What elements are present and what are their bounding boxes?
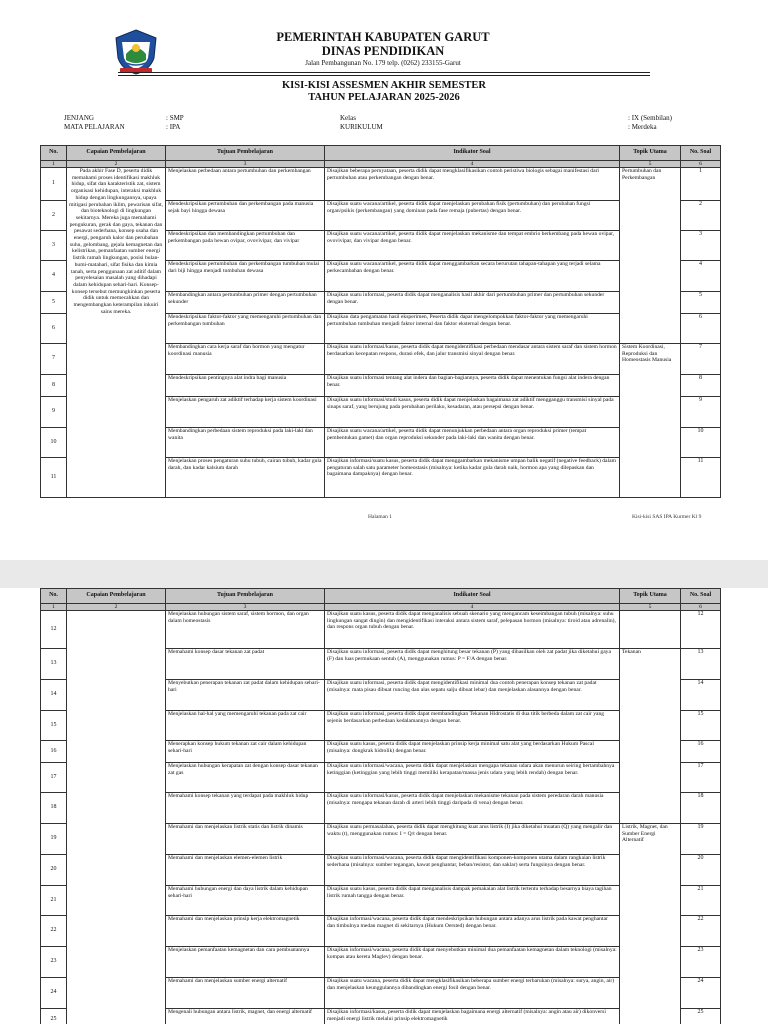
page-separator [0, 560, 768, 588]
nomor-soal: 2 [681, 201, 721, 231]
nomor-soal: 14 [681, 680, 721, 711]
column-number: 5 [620, 161, 681, 168]
indikator-soal: Disajikan informasi/wacana, peserta didik dapat menyebutkan minimal dua pemanfaatan kemagnetan dalam teknologi (misalnya: kompas atau kereta Maglev) dengan benar. [325, 947, 620, 978]
row-number: 12 [41, 611, 67, 649]
academic-year: TAHUN PELAJARAN 2025-2026 [308, 92, 460, 103]
col-topik-header: Topik Utama [620, 146, 681, 161]
nomor-soal: 1 [681, 168, 721, 201]
row-number: 16 [41, 741, 67, 763]
tujuan-pembelajaran: Memahami hubungan energi dan daya listrik dalam kehidupan sehari-hari [166, 886, 325, 916]
nomor-soal: 8 [681, 375, 721, 397]
tujuan-pembelajaran: Menjelaskan hal-hal yang memengaruhi tekanan pada zat cair [166, 711, 325, 741]
tujuan-pembelajaran: Menjelaskan pemanfaatan kemagnetan dan cara pembuatannya [166, 947, 325, 978]
tujuan-pembelajaran: Menjelaskan perbedaan antara pertumbuhan dan perkembangan [166, 168, 325, 201]
row-number: 8 [41, 375, 67, 397]
row-number: 21 [41, 886, 67, 916]
tujuan-pembelajaran: Menjelaskan hubungan kerapatan zat dengan konsep dasar tekanan zat gas [166, 763, 325, 793]
topik-utama: Pertumbuhan dan Perkembangan [620, 168, 681, 344]
jenjang-value: : SMP [166, 114, 184, 122]
nomor-soal: 22 [681, 916, 721, 947]
row-number: 6 [41, 314, 67, 344]
office-address: Jalan Pembangunan No. 179 telp. (0262) 233155-Garut [305, 59, 461, 67]
tujuan-pembelajaran: Memahami dan menjelaskan listrik statis dan listrik dinamis [166, 824, 325, 855]
indikator-soal: Disajikan suatu kasus, peserta didik dapat menjelaskan prinsip kerja minimal satu alat yang berdasarkan Hukum Pascal (misalnya: dongkrak hidrolik) dengan benar. [325, 741, 620, 763]
tujuan-pembelajaran: Menjelaskan pengaruh zat adiktif terhadap kerja sistem koordinasi [166, 397, 325, 428]
department-name: DINAS PENDIDIKAN [321, 44, 445, 58]
nomor-soal: 9 [681, 397, 721, 428]
letterhead-rule-thin [118, 75, 650, 76]
column-number: 6 [681, 604, 721, 611]
tujuan-pembelajaran: Menjelaskan hubungan sistem saraf, sistem hormon, dan organ dalam homeostasis [166, 611, 325, 649]
nomor-soal: 13 [681, 649, 721, 680]
col-indikator-header: Indikator Soal [325, 589, 620, 604]
row-number: 23 [41, 947, 67, 978]
column-number-row [41, 604, 721, 611]
indikator-soal: Disajikan suatu kasus, peserta didik dapat menganalisis dampak pemakaian alat listrik tertentu terhadap besarnya biaya tagihan listrik rumah tangga dengan benar. [325, 886, 620, 916]
nomor-soal: 5 [681, 292, 721, 314]
garut-regency-logo [112, 28, 160, 76]
indikator-soal: Disajikan suatu informasi, peserta didik dapat membandingkan Tekanan Hidrostatis di dua titik berbeda dalam zat cair yang sejenis berdasarkan perbedaan kedalamannya dengan benar. [325, 711, 620, 741]
document-page-2 [0, 588, 768, 1024]
column-number-row [41, 161, 721, 168]
tujuan-pembelajaran: Mendeskripsikan faktor-faktor yang memengaruhi pertumbuhan dan perkembangan tumbuhan [166, 314, 325, 344]
row-number: 18 [41, 793, 67, 824]
tujuan-pembelajaran: Memahami konsep tekanan yang terdapat pada makhluk hidup [166, 793, 325, 824]
letterhead-rule [118, 72, 650, 73]
nomor-soal: 21 [681, 886, 721, 916]
row-number: 5 [41, 292, 67, 314]
nomor-soal: 11 [681, 458, 721, 498]
tujuan-pembelajaran: Mengenali hubungan antara listrik, magnet, dan energi alternatif [166, 1009, 325, 1024]
kisi-kisi-table-page-2 [40, 588, 721, 1024]
row-number: 20 [41, 855, 67, 886]
nomor-soal: 12 [681, 611, 721, 649]
tujuan-pembelajaran: Mendeskripsikan dan membandingkan pertumbuhan dan perkembangan pada hewan ovipar, ovovivipar, dan vivipar [166, 231, 325, 261]
indikator-soal: Disajikan suatu informasi/kasus, peserta didik dapat menjelaskan mekanisme tekanan pada sistem peredaran darah manusia (misalnya: mengapa tekanan darah di arteri lebih tinggi daripada di vena) dengan benar. [325, 793, 620, 824]
mapel-label: MATA PELAJARAN [64, 123, 125, 131]
indikator-soal: Disajikan suatu wacana/artikel, peserta didik dapat menjelaskan perubahan fisik (pertumbuhan) dan perubahan fungsi organ/psikis (perkembangan) yang dominan pada fase remaja (pubertas) dengan benar. [325, 201, 620, 231]
indikator-soal: Disajikan informasi/suatu kasus, peserta didik dapat menggambarkan mekanisme umpan balik negatif (negative feedback) dalam pengaturan salah satu parameter homeostasis (misalnya: ketika kadar gula darah naik, hormon apa yang dilepaskan dan bagaimana dampaknya) dengan benar. [325, 458, 620, 498]
kelas-label: Kelas [340, 114, 356, 122]
column-number: 4 [325, 604, 620, 611]
row-number: 24 [41, 978, 67, 1009]
row-number: 3 [41, 231, 67, 261]
row-number: 10 [41, 428, 67, 458]
capaian-pembelajaran: Pada akhir Fase D, peserta didik memahami proses identifikasi makhluk hidup, sifat dan karakteristik zat, sistem organisasi kehidupan, interaksi makhluk hidup dengan lingkungannya, upaya mitigasi perubahan iklim, pewarisan sifat, dan bioteknologi di lingkungan sekitarnya. Mereka juga memahami pengukuran, gerak dan gaya, tekanan dan pesawat sederhana, konsep usaha dan energi, pengaruh kalor dan perubahan suhu, gelombang, gejala kemagnetan dan kelistrikan, pemanfaatan sumber energi listrik ramah lingkungan, posisi bulan-bumi-matahari, sifat fisika dan kimia tanah, serta penggunaan zat aditif dalam penyelesaian masalah yang dihadapi dalam kehidupan sehari-hari. Konsep-konsep tersebut memungkinkan peserta didik untuk memecahkan dan mengembangkan keterampilan inkuiri sains mereka. [67, 168, 166, 498]
kisi-kisi-table-page-1 [40, 145, 721, 498]
tujuan-pembelajaran: Mendeskripsikan pertumbuhan dan perkembangan tumbuhan mulai dari biji hingga menjadi tumbuhan dewasa [166, 261, 325, 292]
tujuan-pembelajaran: Memahami dan menjelaskan sumber energi alternatif [166, 978, 325, 1009]
row-number: 1 [41, 168, 67, 201]
col-tujuan-header: Tujuan Pembelajaran [166, 146, 325, 161]
indikator-soal: Disajikan suatu informasi/kasus, peserta didik dapat mengidentifikasi perbedaan mendasar antara sistem saraf dan sistem hormon berdasarkan kecepatan respons, durasi efek, dan jalur transmisi sinyal dengan benar. [325, 344, 620, 375]
column-number: 4 [325, 161, 620, 168]
row-number: 19 [41, 824, 67, 855]
row-number: 4 [41, 261, 67, 292]
tujuan-pembelajaran: Membandingkan perbedaan sistem reproduksi pada laki-laki dan wanita [166, 428, 325, 458]
row-number: 11 [41, 458, 67, 498]
indikator-soal: Disajikan suatu wacana/artikel, peserta didik dapat menunjukkan perbedaan antara organ reproduksi primer (tempat pembentukan gamet) dan organ reproduksi sekunder pada laki-laki dan wanita dengan benar. [325, 428, 620, 458]
column-number: 2 [67, 604, 166, 611]
mapel-value: : IPA [166, 123, 181, 131]
page-number: Halaman 1 [368, 514, 392, 520]
nomor-soal: 6 [681, 314, 721, 344]
nomor-soal: 15 [681, 711, 721, 741]
tujuan-pembelajaran: Mendeskripsikan pertumbuhan dan perkembangan pada manusia sejak bayi hingga dewasa [166, 201, 325, 231]
topik-utama-continued [620, 611, 681, 649]
document-title: KISI-KISI ASSESMEN AKHIR SEMESTER [282, 80, 486, 91]
row-number: 22 [41, 916, 67, 947]
tujuan-pembelajaran: Menyebutkan penerapan tekanan zat padat dalam kehidupan sehari-hari [166, 680, 325, 711]
nomor-soal: 20 [681, 855, 721, 886]
indikator-soal: Disajikan suatu informasi/wacana, peserta didik dapat menjelaskan mengapa tekanan udara akan menurun seiring bertambahnya ketinggian (ketinggian yang lebih tinggi memiliki kerapatan/massa jenis udara yang lebih rendah) dengan benar. [325, 763, 620, 793]
indikator-soal: Disajikan suatu wacana/artikel, peserta didik dapat menjelaskan mekanisme dan tempat embrio berkembang pada hewan ovipar, ovovivipar, dan vivipar dengan benar. [325, 231, 620, 261]
indikator-soal: Disajikan suatu informasi, peserta didik dapat mengidentifikasi minimal dua contoh penerapan konsep tekanan zat padat (misalnya: mata pisau dibuat runcing dan alas sepatu salju dibuat lebar) dan menjelaskan alasannya dengan benar. [325, 680, 620, 711]
column-number: 1 [41, 161, 67, 168]
tujuan-pembelajaran: Memahami dan menjelaskan prinsip kerja elektromagnetik [166, 916, 325, 947]
row-number: 13 [41, 649, 67, 680]
row-number: 2 [41, 201, 67, 231]
nomor-soal: 19 [681, 824, 721, 855]
topik-utama: Listrik, Magnet, dan Sumber Energi Alternatif [620, 824, 681, 1024]
indikator-soal: Disajikan suatu informasi, peserta didik dapat menganalisis hasil akhir dari pertumbuhan primer dan pertumbuhan sekunder dengan benar. [325, 292, 620, 314]
row-number: 9 [41, 397, 67, 428]
nomor-soal: 10 [681, 428, 721, 458]
indikator-soal: Disajikan suatu permasalahan, peserta didik dapat menghitung kuat arus listrik (I) jika diketahui muatan (Q) yang mengalir dan waktu (t), menggunakan rumus: I = Q/t dengan benar. [325, 824, 620, 855]
row-number: 7 [41, 344, 67, 375]
row-number: 14 [41, 680, 67, 711]
nomor-soal: 24 [681, 978, 721, 1009]
nomor-soal: 18 [681, 793, 721, 824]
topik-utama: Sistem Koordinasi, Reproduksi dan Homeostasis Manusia [620, 344, 681, 498]
col-tujuan-header: Tujuan Pembelajaran [166, 589, 325, 604]
nomor-soal: 25 [681, 1009, 721, 1024]
indikator-soal: Disajikan suatu wacana, peserta didik dapat mengklasifikasikan beberapa sumber energi terbarukan (misalnya: surya, angin, air) dan menjelaskan keunggulannya dibandingkan energi fosil dengan benar. [325, 978, 620, 1009]
jenjang-label: JENJANG [64, 114, 94, 122]
tujuan-pembelajaran: Memahami dan menjelaskan elemen-elemen listrik [166, 855, 325, 886]
col-no-header: No. [41, 146, 67, 161]
kurikulum-value: : Merdeka [628, 123, 657, 131]
col-nosoal-header: No. Soal [681, 589, 721, 604]
column-number: 5 [620, 604, 681, 611]
topik-utama: Tekanan [620, 649, 681, 824]
indikator-soal: Disajikan suatu informasi/studi kasus, peserta didik dapat menjelaskan bagaimana zat adiktif mengganggu transmisi sinyal pada sinaps saraf, yang berujung pada perubahan perilaku, kesadaran, atau persepsi dengan benar. [325, 397, 620, 428]
column-number: 3 [166, 161, 325, 168]
row-number: 17 [41, 763, 67, 793]
indikator-soal: Disajikan beberapa pernyataan, peserta didik dapat mengklasifikasikan contoh peristiwa biologis sebagai manifestasi dari pertumbuhan atau perkembangan dengan benar. [325, 168, 620, 201]
col-no-header: No. [41, 589, 67, 604]
row-number: 25 [41, 1009, 67, 1024]
tujuan-pembelajaran: Menjelaskan proses pengaturan suhu tubuh, cairan tubuh, kadar gula darah, dan kadar kalsium darah [166, 458, 325, 498]
tujuan-pembelajaran: Membandingkan cara kerja saraf dan hormon yang mengatur koordinasi manusia [166, 344, 325, 375]
nomor-soal: 23 [681, 947, 721, 978]
tujuan-pembelajaran: Mendeskripsikan pentingnya alat indra bagi manusia [166, 375, 325, 397]
table-row [41, 168, 721, 201]
row-number: 15 [41, 711, 67, 741]
nomor-soal: 16 [681, 741, 721, 763]
col-indikator-header: Indikator Soal [325, 146, 620, 161]
kelas-value: : IX (Sembilan) [628, 114, 672, 122]
indikator-soal: Disajikan informasi/wacana, peserta didik dapat mendeskripsikan hubungan antara adanya arus listrik pada kawat penghantar dan timbulnya medan magnet di sekitarnya (Hukum Oersted) dengan benar. [325, 916, 620, 947]
column-number: 2 [67, 161, 166, 168]
column-number: 3 [166, 604, 325, 611]
nomor-soal: 7 [681, 344, 721, 375]
indikator-soal: Disajikan suatu kasus, peserta didik dapat menganalisis sebuah skenario yang mengancam keseimbangan tubuh (misalnya: suhu lingkungan sangat dingin) dan mengidentifikasi interaksi antara sistem saraf, pelepasan hormon (misalnya: tiroid atau adrenalin), dan respons organ tubuh dengan benar. [325, 611, 620, 649]
indikator-soal: Disajikan informasi/kasus, peserta didik dapat menjelaskan bagaimana energi alternatif (misalnya: angin atau air) dikonversi menjadi energi listrik melalui prinsip elektromagnetik [325, 1009, 620, 1024]
tujuan-pembelajaran: Membandingkan antara pertumbuhan primer dengan pertumbuhan sekunder [166, 292, 325, 314]
kurikulum-label: KURIKULUM [340, 123, 383, 131]
government-name: PEMERINTAH KABUPATEN GARUT [276, 30, 490, 44]
indikator-soal: Disajikan suatu informasi/wacana, peserta didik dapat mengidentifikasi komponen-komponen utama dalam rangkaian listrik sederhana (misalnya: sumber tegangan, kawat penghantar, beban/resistor, dan saklar) serta fungsinya dengan benar. [325, 855, 620, 886]
indikator-soal: Disajikan data pengamatan hasil eksperimen, Peserta didik dapat mengelompokkan faktor-faktor yang memengaruhi pertumbuhan tumbuhan menjadi faktor internal dan faktor eksternal dengan benar. [325, 314, 620, 344]
capaian-pembelajaran-continued [67, 611, 166, 1024]
col-capaian-header: Capaian Pembelajaran [67, 146, 166, 161]
column-number: 6 [681, 161, 721, 168]
tujuan-pembelajaran: Menerapkan konsep hukum tekanan zat cair dalam kehidupan sehari-hari [166, 741, 325, 763]
column-number: 1 [41, 604, 67, 611]
document-footer-title: Kisi-kisi SAS IPA Kurmer Kl 9 [632, 514, 702, 520]
indikator-soal: Disajikan suatu informasi, peserta didik dapat menghitung besar tekanan (P) yang dihasilkan oleh zat padat jika diketahui gaya (F) dan luas permukaan sentuh (A), menggunakan rumus: P = F/A dengan benar. [325, 649, 620, 680]
nomor-soal: 4 [681, 261, 721, 292]
table-row [41, 611, 721, 649]
col-nosoal-header: No. Soal [681, 146, 721, 161]
tujuan-pembelajaran: Memahami konsep dasar tekanan zat padat [166, 649, 325, 680]
col-capaian-header: Capaian Pembelajaran [67, 589, 166, 604]
indikator-soal: Disajikan suatu wacana/artikel, peserta didik dapat menggambarkan secara berurutan tahapan-tahapan yang terjadi selama perkecambahan dengan benar. [325, 261, 620, 292]
indikator-soal: Disajikan suatu informasi tentang alat indera dan bagian-bagiannya, peserta didik dapat menentukan fungsi alat indera dengan benar. [325, 375, 620, 397]
col-topik-header: Topik Utama [620, 589, 681, 604]
nomor-soal: 3 [681, 231, 721, 261]
nomor-soal: 17 [681, 763, 721, 793]
